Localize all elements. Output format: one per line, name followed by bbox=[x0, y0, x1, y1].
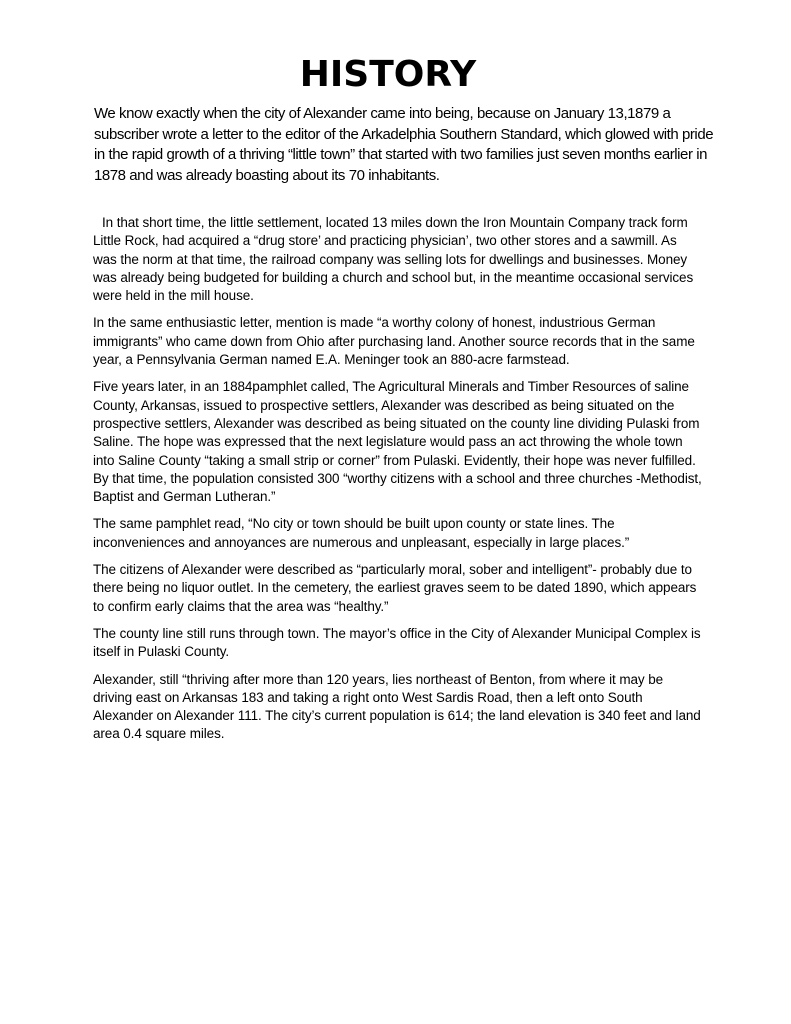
paragraph-citizens: The citizens of Alexander were described as “particularly moral, sober and intelligent”- probably due to there being no liquor outlet. In the cemetery, the earliest graves seem to be dated 1890, which appears to confirm early claims that the area was “healthy.” bbox=[93, 562, 697, 614]
paragraph-current: Alexander, still “thriving after more than 120 years, lies northeast of Benton, from where it may be driving east on Arkansas 183 and taking a right onto West Sardis Road, then a left onto South Alexander on Alexander 111. The city’s current population is 614; the land elevation is 340 feet and land area 0.4 square miles. bbox=[93, 671, 701, 742]
paragraph-settlement: In that short time, the little settlement, located 13 miles down the Iron Mountain Company track form Little Rock, had acquired a “drug store’ and practicing physician’, two other stores and a sawmill. As was the norm at that time, the railroad company was selling lots for dwellings and businesses. Money was already being budgeted for building a church and school but, in the meantime occasional services were held in the mill house. bbox=[93, 215, 694, 304]
body-text bbox=[93, 214, 703, 753]
paragraph-county-line: The county line still runs through town. The mayor’s office in the City of Alexander Municipal Complex is itself in Pulaski County. bbox=[93, 625, 701, 660]
paragraph-pamphlet: Five years later, in an 1884pamphlet called, The Agricultural Minerals and Timber Resources of saline County, Arkansas, issued to prospective settlers, Alexander was described as being situated on the prospective settlers, Alexander was described as being situated on the county line dividing Pulaski from Saline. The hope was expressed that the next legislature would pass an act throwing the whole town into Saline County “taking a small strip or corner” from Pulaski. Evidently, their hope was never fulfilled. By that time, the population consisted 300 “worthy citizens with a school and three churches -Methodist, Baptist and German Lutheran.” bbox=[93, 379, 702, 505]
paragraph-german-colony: In the same enthusiastic letter, mention is made “a worthy colony of honest, industrious German immigrants” who came down from Ohio after purchasing land. Another source records that in the same year, a Pennsylvania German named E.A. Meninger took an 880-acre farmstead. bbox=[93, 315, 695, 368]
page-title: HISTORY bbox=[299, 54, 477, 95]
lead-paragraph: We know exactly when the city of Alexander came into being, because on January 13,1879 a subscriber wrote a letter to the editor of the Arkadelphia Southern Standard, which glowed with pride in the rapid growth of a thriving “little town” that started with two families just seven months earlier in 1878 and was already boasting about its 70 inhabitants. bbox=[94, 105, 714, 184]
paragraph-county-lines: The same pamphlet read, “No city or town should be built upon county or state lines. The inconveniences and annoyances are numerous and unpleasant, especially in large places.” bbox=[93, 516, 630, 550]
